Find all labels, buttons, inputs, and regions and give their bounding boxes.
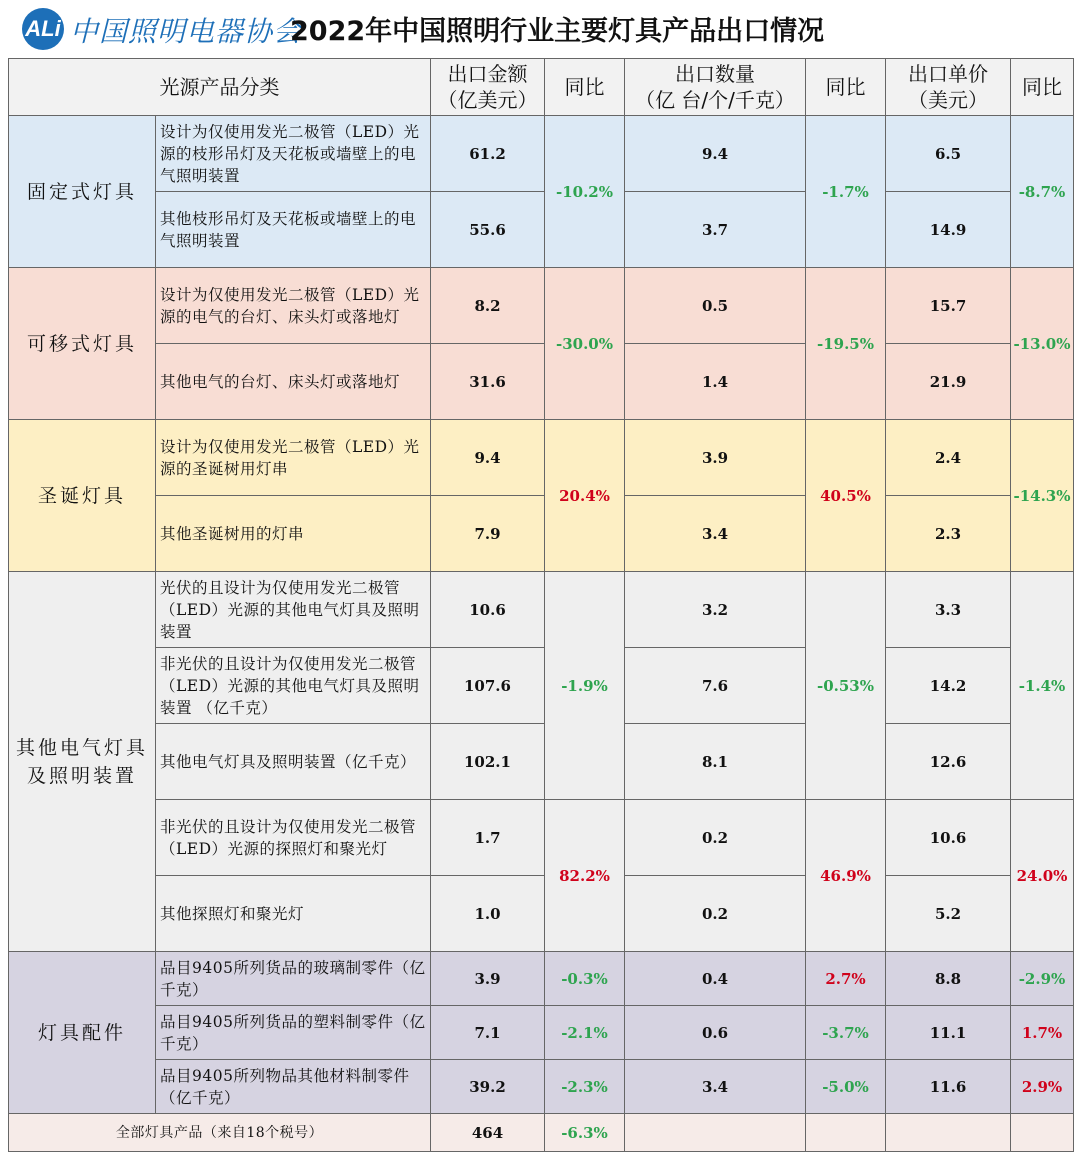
- total-empty-cell: [886, 1114, 1011, 1152]
- category-other: 其他电气灯具 及照明装置: [9, 572, 156, 952]
- total-label: 全部灯具产品（来自18个税号）: [9, 1114, 431, 1152]
- yoy-price: -13.0%: [1011, 268, 1074, 420]
- row-quantity: 3.2: [625, 572, 806, 648]
- association-logo-icon: ALi: [22, 8, 64, 50]
- row-desc: 其他电气灯具及照明装置（亿千克）: [156, 724, 431, 800]
- yoy-value: -10.2%: [545, 116, 625, 268]
- yoy-value: -2.1%: [545, 1006, 625, 1060]
- row-desc: 光伏的且设计为仅使用发光二极管（LED）光源的其他电气灯具及照明装置: [156, 572, 431, 648]
- row-value: 9.4: [431, 420, 545, 496]
- table-row: [9, 344, 1074, 420]
- page-title: 2022年中国照明行业主要灯具产品出口情况: [290, 16, 825, 47]
- category-parts: 灯具配件: [9, 952, 156, 1114]
- yoy-quantity: -5.0%: [806, 1060, 886, 1114]
- row-desc: 设计为仅使用发光二极管（LED）光源的电气的台灯、床头灯或落地灯: [156, 268, 431, 344]
- row-quantity: 0.4: [625, 952, 806, 1006]
- row-desc: 品目9405所列物品其他材料制零件（亿千克）: [156, 1060, 431, 1114]
- row-quantity: 3.9: [625, 420, 806, 496]
- row-quantity: 3.7: [625, 192, 806, 268]
- row-quantity: 3.4: [625, 496, 806, 572]
- row-price: 6.5: [886, 116, 1011, 192]
- row-price: 5.2: [886, 876, 1011, 952]
- col-header-yoy-price: 同比: [1011, 59, 1074, 116]
- row-price: 15.7: [886, 268, 1011, 344]
- col-header-quantity: 出口数量 （亿 台/个/千克）: [625, 59, 806, 116]
- row-quantity: 3.4: [625, 1060, 806, 1114]
- row-value: 31.6: [431, 344, 545, 420]
- yoy-quantity: -0.53%: [806, 572, 886, 800]
- yoy-price: -14.3%: [1011, 420, 1074, 572]
- table-row: [9, 420, 1074, 496]
- row-desc: 品目9405所列货品的玻璃制零件（亿千克）: [156, 952, 431, 1006]
- row-price: 14.2: [886, 648, 1011, 724]
- row-desc: 其他探照灯和聚光灯: [156, 876, 431, 952]
- table-row: [9, 1060, 1074, 1114]
- row-quantity: 8.1: [625, 724, 806, 800]
- table-row: [9, 648, 1074, 724]
- col-header-unit-price: 出口单价 （美元）: [886, 59, 1011, 116]
- table-row: [9, 952, 1074, 1006]
- row-price: 11.1: [886, 1006, 1011, 1060]
- row-quantity: 7.6: [625, 648, 806, 724]
- yoy-value: -2.3%: [545, 1060, 625, 1114]
- row-value: 7.1: [431, 1006, 545, 1060]
- row-quantity: 0.2: [625, 876, 806, 952]
- row-value: 1.0: [431, 876, 545, 952]
- table-row: [9, 192, 1074, 268]
- table-row: [9, 800, 1074, 876]
- page-header: [0, 0, 1080, 56]
- total-empty-cell: [1011, 1114, 1074, 1152]
- row-value: 3.9: [431, 952, 545, 1006]
- organization-name: 中国照明电器协会: [70, 15, 303, 48]
- row-price: 2.4: [886, 420, 1011, 496]
- category-christmas: 圣诞灯具: [9, 420, 156, 572]
- yoy-quantity: 40.5%: [806, 420, 886, 572]
- row-value: 1.7: [431, 800, 545, 876]
- row-price: 21.9: [886, 344, 1011, 420]
- table-row: [9, 876, 1074, 952]
- row-desc: 其他枝形吊灯及天花板或墙壁上的电气照明装置: [156, 192, 431, 268]
- row-price: 10.6: [886, 800, 1011, 876]
- yoy-value: -30.0%: [545, 268, 625, 420]
- yoy-price: 1.7%: [1011, 1006, 1074, 1060]
- row-desc: 品目9405所列货品的塑料制零件（亿千克）: [156, 1006, 431, 1060]
- row-price: 8.8: [886, 952, 1011, 1006]
- table-row: [9, 268, 1074, 344]
- row-price: 12.6: [886, 724, 1011, 800]
- yoy-price: -2.9%: [1011, 952, 1074, 1006]
- total-yoy-value: -6.3%: [545, 1114, 625, 1152]
- yoy-quantity: -1.7%: [806, 116, 886, 268]
- row-desc: 设计为仅使用发光二极管（LED）光源的圣诞树用灯串: [156, 420, 431, 496]
- row-value: 10.6: [431, 572, 545, 648]
- table-row: [9, 572, 1074, 648]
- table-row: [9, 116, 1074, 192]
- yoy-value: 82.2%: [545, 800, 625, 952]
- row-quantity: 0.2: [625, 800, 806, 876]
- col-header-yoy-quantity: 同比: [806, 59, 886, 116]
- row-price: 11.6: [886, 1060, 1011, 1114]
- table-row: [9, 496, 1074, 572]
- total-row: [9, 1114, 1074, 1152]
- row-price: 14.9: [886, 192, 1011, 268]
- row-value: 107.6: [431, 648, 545, 724]
- yoy-value: -0.3%: [545, 952, 625, 1006]
- row-price: 2.3: [886, 496, 1011, 572]
- row-quantity: 1.4: [625, 344, 806, 420]
- yoy-quantity: -19.5%: [806, 268, 886, 420]
- row-desc: 其他圣诞树用的灯串: [156, 496, 431, 572]
- col-header-category: 光源产品分类: [9, 59, 431, 116]
- total-empty-cell: [625, 1114, 806, 1152]
- row-desc: 设计为仅使用发光二极管（LED）光源的枝形吊灯及天花板或墙壁上的电气照明装置: [156, 116, 431, 192]
- row-value: 8.2: [431, 268, 545, 344]
- row-value: 61.2: [431, 116, 545, 192]
- row-value: 55.6: [431, 192, 545, 268]
- col-header-value: 出口金额 （亿美元）: [431, 59, 545, 116]
- table-header-row: [9, 59, 1074, 116]
- row-value: 39.2: [431, 1060, 545, 1114]
- total-empty-cell: [806, 1114, 886, 1152]
- row-quantity: 0.6: [625, 1006, 806, 1060]
- export-table: [8, 58, 1074, 1152]
- row-desc: 非光伏的且设计为仅使用发光二极管（LED）光源的其他电气灯具及照明装置 （亿千克）: [156, 648, 431, 724]
- row-desc: 其他电气的台灯、床头灯或落地灯: [156, 344, 431, 420]
- category-portable: 可移式灯具: [9, 268, 156, 420]
- yoy-price: 24.0%: [1011, 800, 1074, 952]
- row-quantity: 0.5: [625, 268, 806, 344]
- yoy-value: 20.4%: [545, 420, 625, 572]
- yoy-price: -1.4%: [1011, 572, 1074, 800]
- yoy-quantity: -3.7%: [806, 1006, 886, 1060]
- category-fixed: 固定式灯具: [9, 116, 156, 268]
- row-value: 7.9: [431, 496, 545, 572]
- row-value: 102.1: [431, 724, 545, 800]
- col-header-yoy-value: 同比: [545, 59, 625, 116]
- yoy-quantity: 46.9%: [806, 800, 886, 952]
- yoy-price: 2.9%: [1011, 1060, 1074, 1114]
- table-row: [9, 1006, 1074, 1060]
- row-quantity: 9.4: [625, 116, 806, 192]
- row-desc: 非光伏的且设计为仅使用发光二极管（LED）光源的探照灯和聚光灯: [156, 800, 431, 876]
- total-value: 464: [431, 1114, 545, 1152]
- yoy-value: -1.9%: [545, 572, 625, 800]
- table-row: [9, 724, 1074, 800]
- row-price: 3.3: [886, 572, 1011, 648]
- yoy-price: -8.7%: [1011, 116, 1074, 268]
- yoy-quantity: 2.7%: [806, 952, 886, 1006]
